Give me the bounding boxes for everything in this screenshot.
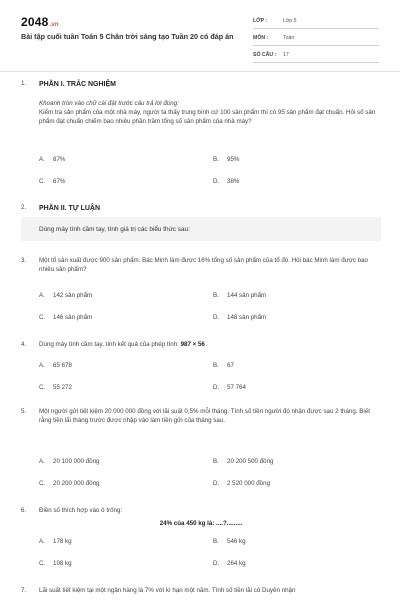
- option-letter: C.: [39, 178, 46, 185]
- option-text: 2 520 000 đồng: [227, 480, 271, 487]
- question-number: 6.: [21, 507, 27, 514]
- option-letter: A.: [39, 156, 45, 163]
- option-c[interactable]: [39, 560, 72, 569]
- option-letter: C.: [39, 314, 46, 321]
- question-body: [39, 100, 381, 127]
- option-text: 67%: [53, 178, 66, 185]
- option-text: 20 200 000 đồng: [53, 480, 100, 487]
- option-letter: B.: [213, 292, 219, 299]
- instruction-bar: [21, 217, 381, 241]
- option-d[interactable]: [213, 384, 246, 393]
- meta-value: 17: [283, 52, 289, 59]
- question-text: Một người gửi tiết kiệm 20 000 000 đồng với lãi suất 0,5% mỗi tháng. Tính số tiền người đó nhận được sau 2 tháng. Biết rằng tiền lãi tháng trước được nhập vào làm tiền gửi của tháng sau.: [39, 408, 370, 424]
- option-text: 148 sản phẩm: [227, 314, 267, 321]
- meta-box: [253, 14, 379, 63]
- option-d[interactable]: [213, 178, 239, 187]
- site-logo[interactable]: [21, 14, 59, 31]
- option-c[interactable]: [39, 384, 72, 393]
- logo-suffix: .vn: [49, 22, 59, 28]
- option-text: 546 kg: [227, 538, 246, 545]
- option-text: 178 kg: [53, 538, 72, 545]
- section-number: 1.: [21, 80, 27, 87]
- option-letter: B.: [213, 538, 219, 545]
- option-letter: A.: [39, 292, 45, 299]
- option-letter: C.: [39, 560, 46, 567]
- question-number: 7.: [21, 587, 27, 594]
- option-text: 67: [227, 362, 234, 369]
- option-text: 87%: [53, 156, 66, 163]
- option-b[interactable]: [213, 292, 266, 301]
- option-b[interactable]: [213, 156, 239, 165]
- option-text: 65 678: [53, 362, 72, 369]
- meta-value: Toán: [283, 35, 295, 42]
- option-text: 146 sản phẩm: [53, 314, 93, 321]
- meta-label: LỚP :: [253, 18, 268, 25]
- option-text: 144 sản phẩm: [227, 292, 267, 299]
- question-number: 3.: [21, 257, 27, 264]
- option-text: 142 sản phẩm: [53, 292, 93, 299]
- section-title: PHẦN I. TRẮC NGHIỆM: [39, 81, 116, 88]
- option-letter: C.: [39, 384, 46, 391]
- option-letter: D.: [213, 384, 220, 391]
- question-text: [39, 341, 381, 350]
- option-text: 20 100 000 đồng: [53, 458, 100, 465]
- document-title: Bài tập cuối tuần Toán 5 Chân trời sáng tạo Tuần 20 có đáp án: [21, 32, 234, 41]
- option-a[interactable]: [39, 156, 65, 165]
- option-letter: D.: [213, 314, 220, 321]
- option-text: 57 764: [227, 384, 246, 391]
- meta-row-count: [253, 48, 379, 63]
- meta-row-class: [253, 14, 379, 29]
- option-c[interactable]: [39, 480, 99, 489]
- option-c[interactable]: [39, 314, 92, 323]
- section-title: PHẦN II. TỰ LUẬN: [39, 205, 101, 212]
- question-text: Điền số thích hợp vào ô trống:: [39, 507, 123, 514]
- option-text: 20 200 500 đồng: [227, 458, 274, 465]
- question-number: 4.: [21, 341, 27, 348]
- meta-value: Lớp 5: [283, 18, 297, 25]
- meta-row-subject: [253, 31, 379, 46]
- question-text: Lãi suất tiết kiệm tại một ngân hàng là 7% với kì hạn một năm. Tính số tiền lãi cô Duyên nhận: [39, 587, 296, 594]
- option-text: 95%: [227, 156, 240, 163]
- option-a[interactable]: [39, 458, 99, 467]
- option-text: 55 272: [53, 384, 72, 391]
- document-header: [0, 0, 400, 70]
- question-text-main: Dùng máy tính cầm tay, tính kết quả của phép tính:: [39, 341, 179, 348]
- option-d[interactable]: [213, 560, 246, 569]
- option-a[interactable]: [39, 538, 72, 547]
- question-expression: 987 × 56: [180, 341, 205, 348]
- question-number: 5.: [21, 408, 27, 415]
- fill-in-expression: 24% của 450 kg là: ....?.........: [159, 520, 243, 527]
- option-d[interactable]: [213, 480, 270, 489]
- option-text: 264 kg: [227, 560, 246, 567]
- option-text: 108 kg: [53, 560, 72, 567]
- option-letter: B.: [213, 362, 219, 369]
- meta-label: MÔN :: [253, 35, 269, 42]
- option-d[interactable]: [213, 314, 266, 323]
- option-letter: D.: [213, 560, 220, 567]
- section-number: 2.: [21, 204, 27, 211]
- question-instruction: Khoanh tròn vào chữ cái đặt trước câu trả lời đúng:: [39, 100, 179, 107]
- header-divider: [0, 71, 400, 72]
- option-c[interactable]: [39, 178, 65, 187]
- option-letter: A.: [39, 458, 45, 465]
- option-letter: B.: [213, 458, 219, 465]
- section-instruction: Dùng máy tính cầm tay, tính giá trị các biểu thức sau:: [39, 226, 190, 233]
- option-letter: A.: [39, 362, 45, 369]
- option-a[interactable]: [39, 292, 92, 301]
- option-b[interactable]: [213, 362, 234, 371]
- option-b[interactable]: [213, 458, 273, 467]
- logo-text: 2048: [21, 15, 49, 29]
- option-a[interactable]: [39, 362, 72, 371]
- question-text: Một tổ sản xuất được 900 sản phẩm. Bác Minh làm được 16% tổng số sản phẩm của tổ đó. Hỏi bác Minh làm được bao nhiêu sản phẩm?: [39, 257, 368, 273]
- option-text: 38%: [227, 178, 240, 185]
- question-text: Kiểm tra sản phẩm của một nhà máy, người ta thấy trung bình cứ 100 sản phẩm thì có 95 sản phẩm đạt chuẩn. Hỏi số sản phẩm đạt chuẩn chiếm bao nhiêu phần trăm tổng số sản phẩm của nhà máy?: [39, 108, 376, 125]
- option-letter: C.: [39, 480, 46, 487]
- option-letter: D.: [213, 178, 220, 185]
- option-letter: B.: [213, 156, 219, 163]
- option-letter: D.: [213, 480, 220, 487]
- meta-label: SỐ CÂU :: [253, 52, 277, 59]
- option-letter: A.: [39, 538, 45, 545]
- option-b[interactable]: [213, 538, 246, 547]
